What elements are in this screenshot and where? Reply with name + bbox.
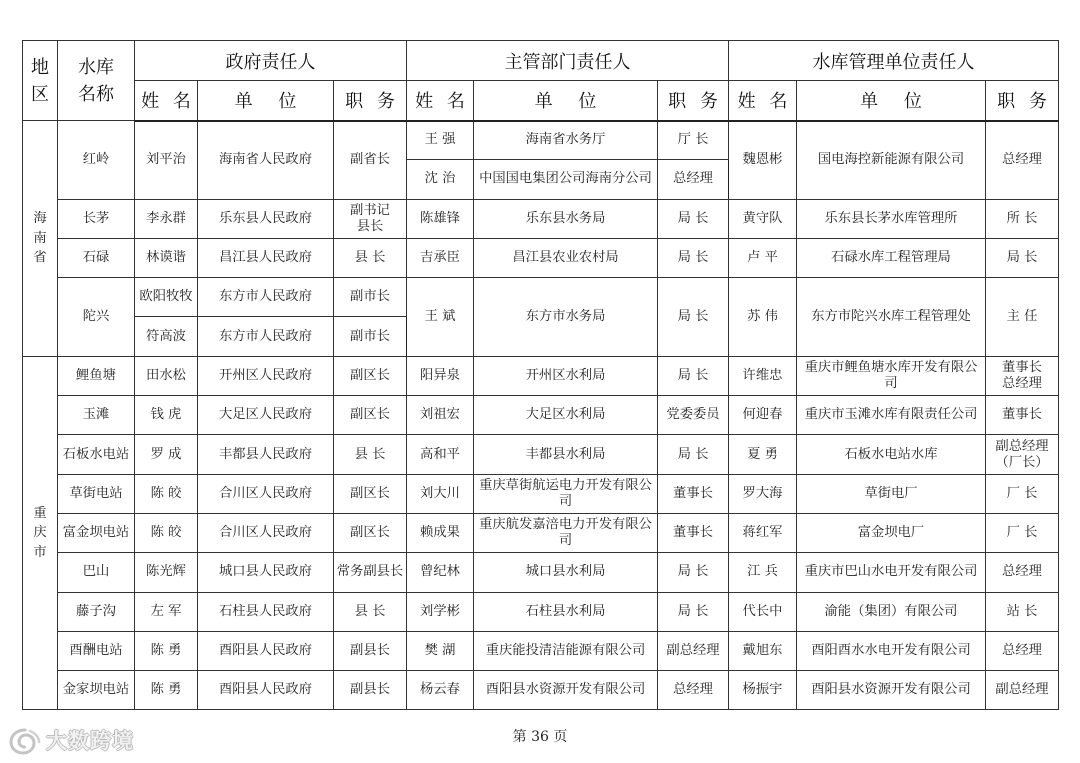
mgmt-name-cell: 许维忠 — [729, 356, 797, 395]
mgmt-post-cell: 总经理 — [986, 553, 1059, 592]
dept-name-cell: 刘学彬 — [407, 592, 474, 631]
table-row — [23, 199, 1059, 238]
gov-unit-cell: 东方市人民政府 — [198, 278, 334, 317]
dept-unit-cell: 海南省水务厅 — [474, 121, 658, 160]
dept-name-cell: 曾纪林 — [407, 553, 474, 592]
mgmt-name-cell: 黄守队 — [729, 199, 797, 238]
gov-name-cell: 陈 勇 — [135, 671, 198, 710]
table-row — [23, 356, 1059, 395]
table-row — [23, 671, 1059, 710]
dept-unit-cell: 大足区水利局 — [474, 396, 658, 435]
mgmt-post-cell: 厂 长 — [986, 474, 1059, 513]
reservoir-name-cell: 石碌 — [58, 238, 135, 277]
dept-post-cell: 局 长 — [658, 238, 729, 277]
reservoir-name-cell: 草街电站 — [58, 474, 135, 513]
dept-unit-header: 单 位 — [474, 81, 658, 121]
dept-name-cell: 王 斌 — [407, 278, 474, 357]
dept-name-cell: 高和平 — [407, 435, 474, 474]
gov-post-cell: 副市长 — [334, 278, 407, 317]
table-row — [23, 238, 1059, 277]
region-header-label: 地区 — [31, 56, 49, 105]
table-row — [23, 553, 1059, 592]
dept-unit-cell: 东方市水务局 — [474, 278, 658, 357]
reservoir-responsibility-table — [22, 40, 1059, 710]
dept-unit-cell: 石柱县水利局 — [474, 592, 658, 631]
reservoir-name-cell: 红岭 — [58, 121, 135, 200]
table-row — [23, 396, 1059, 435]
dept-post-header: 职 务 — [658, 81, 729, 121]
department-responsible-header: 主管部门责任人 — [407, 41, 729, 81]
mgmt-name-cell: 夏 勇 — [729, 435, 797, 474]
header-row — [23, 81, 1059, 121]
gov-post-cell: 副书记 县长 — [334, 199, 407, 238]
gov-name-cell: 左 军 — [135, 592, 198, 631]
dept-unit-cell: 昌江县农业农村局 — [474, 238, 658, 277]
mgmt-unit-header: 单 位 — [797, 81, 986, 121]
dept-name-cell: 赖成果 — [407, 513, 474, 552]
mgmt-unit-cell: 东方市陀兴水库工程管理处 — [797, 278, 986, 357]
gov-unit-cell: 酉阳县人民政府 — [198, 671, 334, 710]
gov-name-cell: 陈 勇 — [135, 631, 198, 670]
region-label: 海南省 — [33, 211, 47, 266]
dept-post-cell: 局 长 — [658, 278, 729, 357]
reservoir-name-cell: 金家坝电站 — [58, 671, 135, 710]
gov-name-cell: 陈 皎 — [135, 474, 198, 513]
mgmt-name-cell: 何迎春 — [729, 396, 797, 435]
hainan-section — [23, 121, 1059, 357]
reservoir-name-cell: 藤子沟 — [58, 592, 135, 631]
dept-unit-cell: 开州区水利局 — [474, 356, 658, 395]
mgmt-name-cell: 蒋红军 — [729, 513, 797, 552]
gov-post-cell: 副县长 — [334, 671, 407, 710]
mgmt-name-cell: 卢 平 — [729, 238, 797, 277]
mgmt-unit-cell: 酉阳县水资源开发有限公司 — [797, 671, 986, 710]
table-row — [23, 121, 1059, 160]
mgmt-post-cell: 董事长 总经理 — [986, 356, 1059, 395]
mgmt-name-cell: 罗大海 — [729, 474, 797, 513]
dept-unit-cell: 重庆能投清洁能源有限公司 — [474, 631, 658, 670]
reservoir-name-cell: 玉滩 — [58, 396, 135, 435]
gov-post-cell: 副市长 — [334, 317, 407, 356]
mgmt-unit-cell: 国电海控新能源有限公司 — [797, 121, 986, 200]
mgmt-post-cell: 主 任 — [986, 278, 1059, 357]
mgmt-name-cell: 魏恩彬 — [729, 121, 797, 200]
gov-post-cell: 副省长 — [334, 121, 407, 200]
gov-name-cell: 陈 皎 — [135, 513, 198, 552]
dept-name-cell: 樊 湖 — [407, 631, 474, 670]
reservoir-name-cell: 鲤鱼塘 — [58, 356, 135, 395]
mgmt-unit-cell: 富金坝电厂 — [797, 513, 986, 552]
gov-name-cell: 符高波 — [135, 317, 198, 356]
gov-unit-cell: 昌江县人民政府 — [198, 238, 334, 277]
reservoir-name-header — [58, 41, 135, 121]
table-row — [23, 435, 1059, 474]
table-row — [23, 592, 1059, 631]
header-row — [23, 41, 1059, 81]
dept-post-cell: 总经理 — [658, 671, 729, 710]
gov-name-cell: 李永群 — [135, 199, 198, 238]
dept-unit-cell: 丰都县水利局 — [474, 435, 658, 474]
mgmt-unit-cell: 石碌水库工程管理局 — [797, 238, 986, 277]
gov-name-cell: 刘平治 — [135, 121, 198, 200]
reservoir-name-header-label: 水库名称 — [77, 56, 114, 105]
dept-name-cell: 沈 治 — [407, 160, 474, 199]
gov-name-header: 姓 名 — [135, 81, 198, 121]
dept-post-cell: 局 长 — [658, 199, 729, 238]
management-unit-responsible-header: 水库管理单位责任人 — [729, 41, 1059, 81]
table-row — [23, 474, 1059, 513]
mgmt-post-cell: 局 长 — [986, 238, 1059, 277]
dept-name-cell: 刘祖宏 — [407, 396, 474, 435]
dept-post-cell: 局 长 — [658, 553, 729, 592]
mgmt-post-cell: 所 长 — [986, 199, 1059, 238]
mgmt-unit-cell: 石板水电站水库 — [797, 435, 986, 474]
gov-unit-cell: 酉阳县人民政府 — [198, 631, 334, 670]
dept-unit-cell: 酉阳县水资源开发有限公司 — [474, 671, 658, 710]
gov-post-cell: 常务副县长 — [334, 553, 407, 592]
mgmt-post-cell: 董事长 — [986, 396, 1059, 435]
reservoir-name-cell: 酉酬电站 — [58, 631, 135, 670]
table-row — [23, 631, 1059, 670]
gov-post-cell: 县 长 — [334, 592, 407, 631]
gov-unit-cell: 乐东县人民政府 — [198, 199, 334, 238]
page-number: 第 36 页 — [512, 729, 568, 745]
gov-name-cell: 欧阳牧牧 — [135, 278, 198, 317]
dept-unit-cell: 重庆航发嘉涪电力开发有限公司 — [474, 513, 658, 552]
gov-unit-cell: 大足区人民政府 — [198, 396, 334, 435]
dept-post-cell: 董事长 — [658, 513, 729, 552]
reservoir-name-cell: 巴山 — [58, 553, 135, 592]
dept-unit-cell: 城口县水利局 — [474, 553, 658, 592]
dept-post-cell: 董事长 — [658, 474, 729, 513]
gov-name-cell: 田水松 — [135, 356, 198, 395]
dept-post-cell: 厅 长 — [658, 121, 729, 160]
reservoir-name-cell: 长茅 — [58, 199, 135, 238]
mgmt-unit-cell: 重庆市巴山水电开发有限公司 — [797, 553, 986, 592]
gov-post-header: 职 务 — [334, 81, 407, 121]
chongqing-section — [23, 356, 1059, 710]
gov-unit-cell: 城口县人民政府 — [198, 553, 334, 592]
dept-name-cell: 阳异泉 — [407, 356, 474, 395]
mgmt-unit-cell: 乐东县长茅水库管理所 — [797, 199, 986, 238]
region-cell-chongqing — [23, 356, 58, 710]
dept-unit-cell: 乐东县水务局 — [474, 199, 658, 238]
reservoir-name-cell: 石板水电站 — [58, 435, 135, 474]
gov-unit-cell: 石柱县人民政府 — [198, 592, 334, 631]
gov-name-cell: 陈光辉 — [135, 553, 198, 592]
region-header — [23, 41, 58, 121]
gov-unit-cell: 东方市人民政府 — [198, 317, 334, 356]
gov-unit-cell: 合川区人民政府 — [198, 513, 334, 552]
gov-unit-cell: 海南省人民政府 — [198, 121, 334, 200]
mgmt-post-header: 职 务 — [986, 81, 1059, 121]
region-label: 重庆市 — [33, 506, 47, 560]
dept-post-cell: 副总经理 — [658, 631, 729, 670]
mgmt-post-cell: 副总经理 — [986, 671, 1059, 710]
gov-post-cell: 副区长 — [334, 513, 407, 552]
gov-unit-cell: 合川区人民政府 — [198, 474, 334, 513]
government-responsible-header: 政府责任人 — [135, 41, 407, 81]
gov-post-cell: 副区长 — [334, 474, 407, 513]
mgmt-post-cell: 总经理 — [986, 121, 1059, 200]
mgmt-post-cell: 站 长 — [986, 592, 1059, 631]
swirl-logo-icon — [8, 726, 42, 756]
mgmt-name-cell: 杨振宇 — [729, 671, 797, 710]
dept-post-cell: 局 长 — [658, 435, 729, 474]
dept-name-cell: 杨云春 — [407, 671, 474, 710]
dept-name-cell: 陈雄锋 — [407, 199, 474, 238]
dept-name-header: 姓 名 — [407, 81, 474, 121]
gov-name-cell: 林谟谐 — [135, 238, 198, 277]
dept-name-cell: 王 强 — [407, 121, 474, 160]
dept-unit-cell: 重庆草街航运电力开发有限公司 — [474, 474, 658, 513]
mgmt-unit-cell: 草街电厂 — [797, 474, 986, 513]
dept-unit-cell: 中国国电集团公司海南分公司 — [474, 160, 658, 199]
gov-post-cell: 副区长 — [334, 396, 407, 435]
dept-post-cell: 党委委员 — [658, 396, 729, 435]
reservoir-name-cell: 富金坝电站 — [58, 513, 135, 552]
mgmt-name-cell: 苏 伟 — [729, 278, 797, 357]
mgmt-unit-cell: 酉阳酉水水电开发有限公司 — [797, 631, 986, 670]
mgmt-name-cell: 戴旭东 — [729, 631, 797, 670]
dept-name-cell: 刘大川 — [407, 474, 474, 513]
mgmt-post-cell: 厂 长 — [986, 513, 1059, 552]
mgmt-unit-cell: 重庆市鲤鱼塘水库开发有限公司 — [797, 356, 986, 395]
region-cell-hainan — [23, 121, 58, 357]
dept-name-cell: 吉承臣 — [407, 238, 474, 277]
gov-unit-cell: 丰都县人民政府 — [198, 435, 334, 474]
reservoir-name-cell: 陀兴 — [58, 278, 135, 357]
dept-post-cell: 局 长 — [658, 356, 729, 395]
table-row — [23, 513, 1059, 552]
mgmt-post-cell: 总经理 — [986, 631, 1059, 670]
mgmt-post-cell: 副总经理 （厂长） — [986, 435, 1059, 474]
mgmt-name-header: 姓 名 — [729, 81, 797, 121]
mgmt-name-cell: 代长中 — [729, 592, 797, 631]
gov-unit-cell: 开州区人民政府 — [198, 356, 334, 395]
table-header — [23, 41, 1059, 121]
gov-post-cell: 副县长 — [334, 631, 407, 670]
gov-name-cell: 罗 成 — [135, 435, 198, 474]
gov-unit-header: 单 位 — [198, 81, 334, 121]
mgmt-unit-cell: 渝能（集团）有限公司 — [797, 592, 986, 631]
gov-name-cell: 钱 虎 — [135, 396, 198, 435]
dept-post-cell: 总经理 — [658, 160, 729, 199]
gov-post-cell: 县 长 — [334, 435, 407, 474]
watermark-text: 大数跨境 — [46, 729, 134, 753]
mgmt-unit-cell: 重庆市玉滩水库有限责任公司 — [797, 396, 986, 435]
dept-post-cell: 局 长 — [658, 592, 729, 631]
gov-post-cell: 副区长 — [334, 356, 407, 395]
mgmt-name-cell: 江 兵 — [729, 553, 797, 592]
table-row — [23, 278, 1059, 317]
gov-post-cell: 县 长 — [334, 238, 407, 277]
